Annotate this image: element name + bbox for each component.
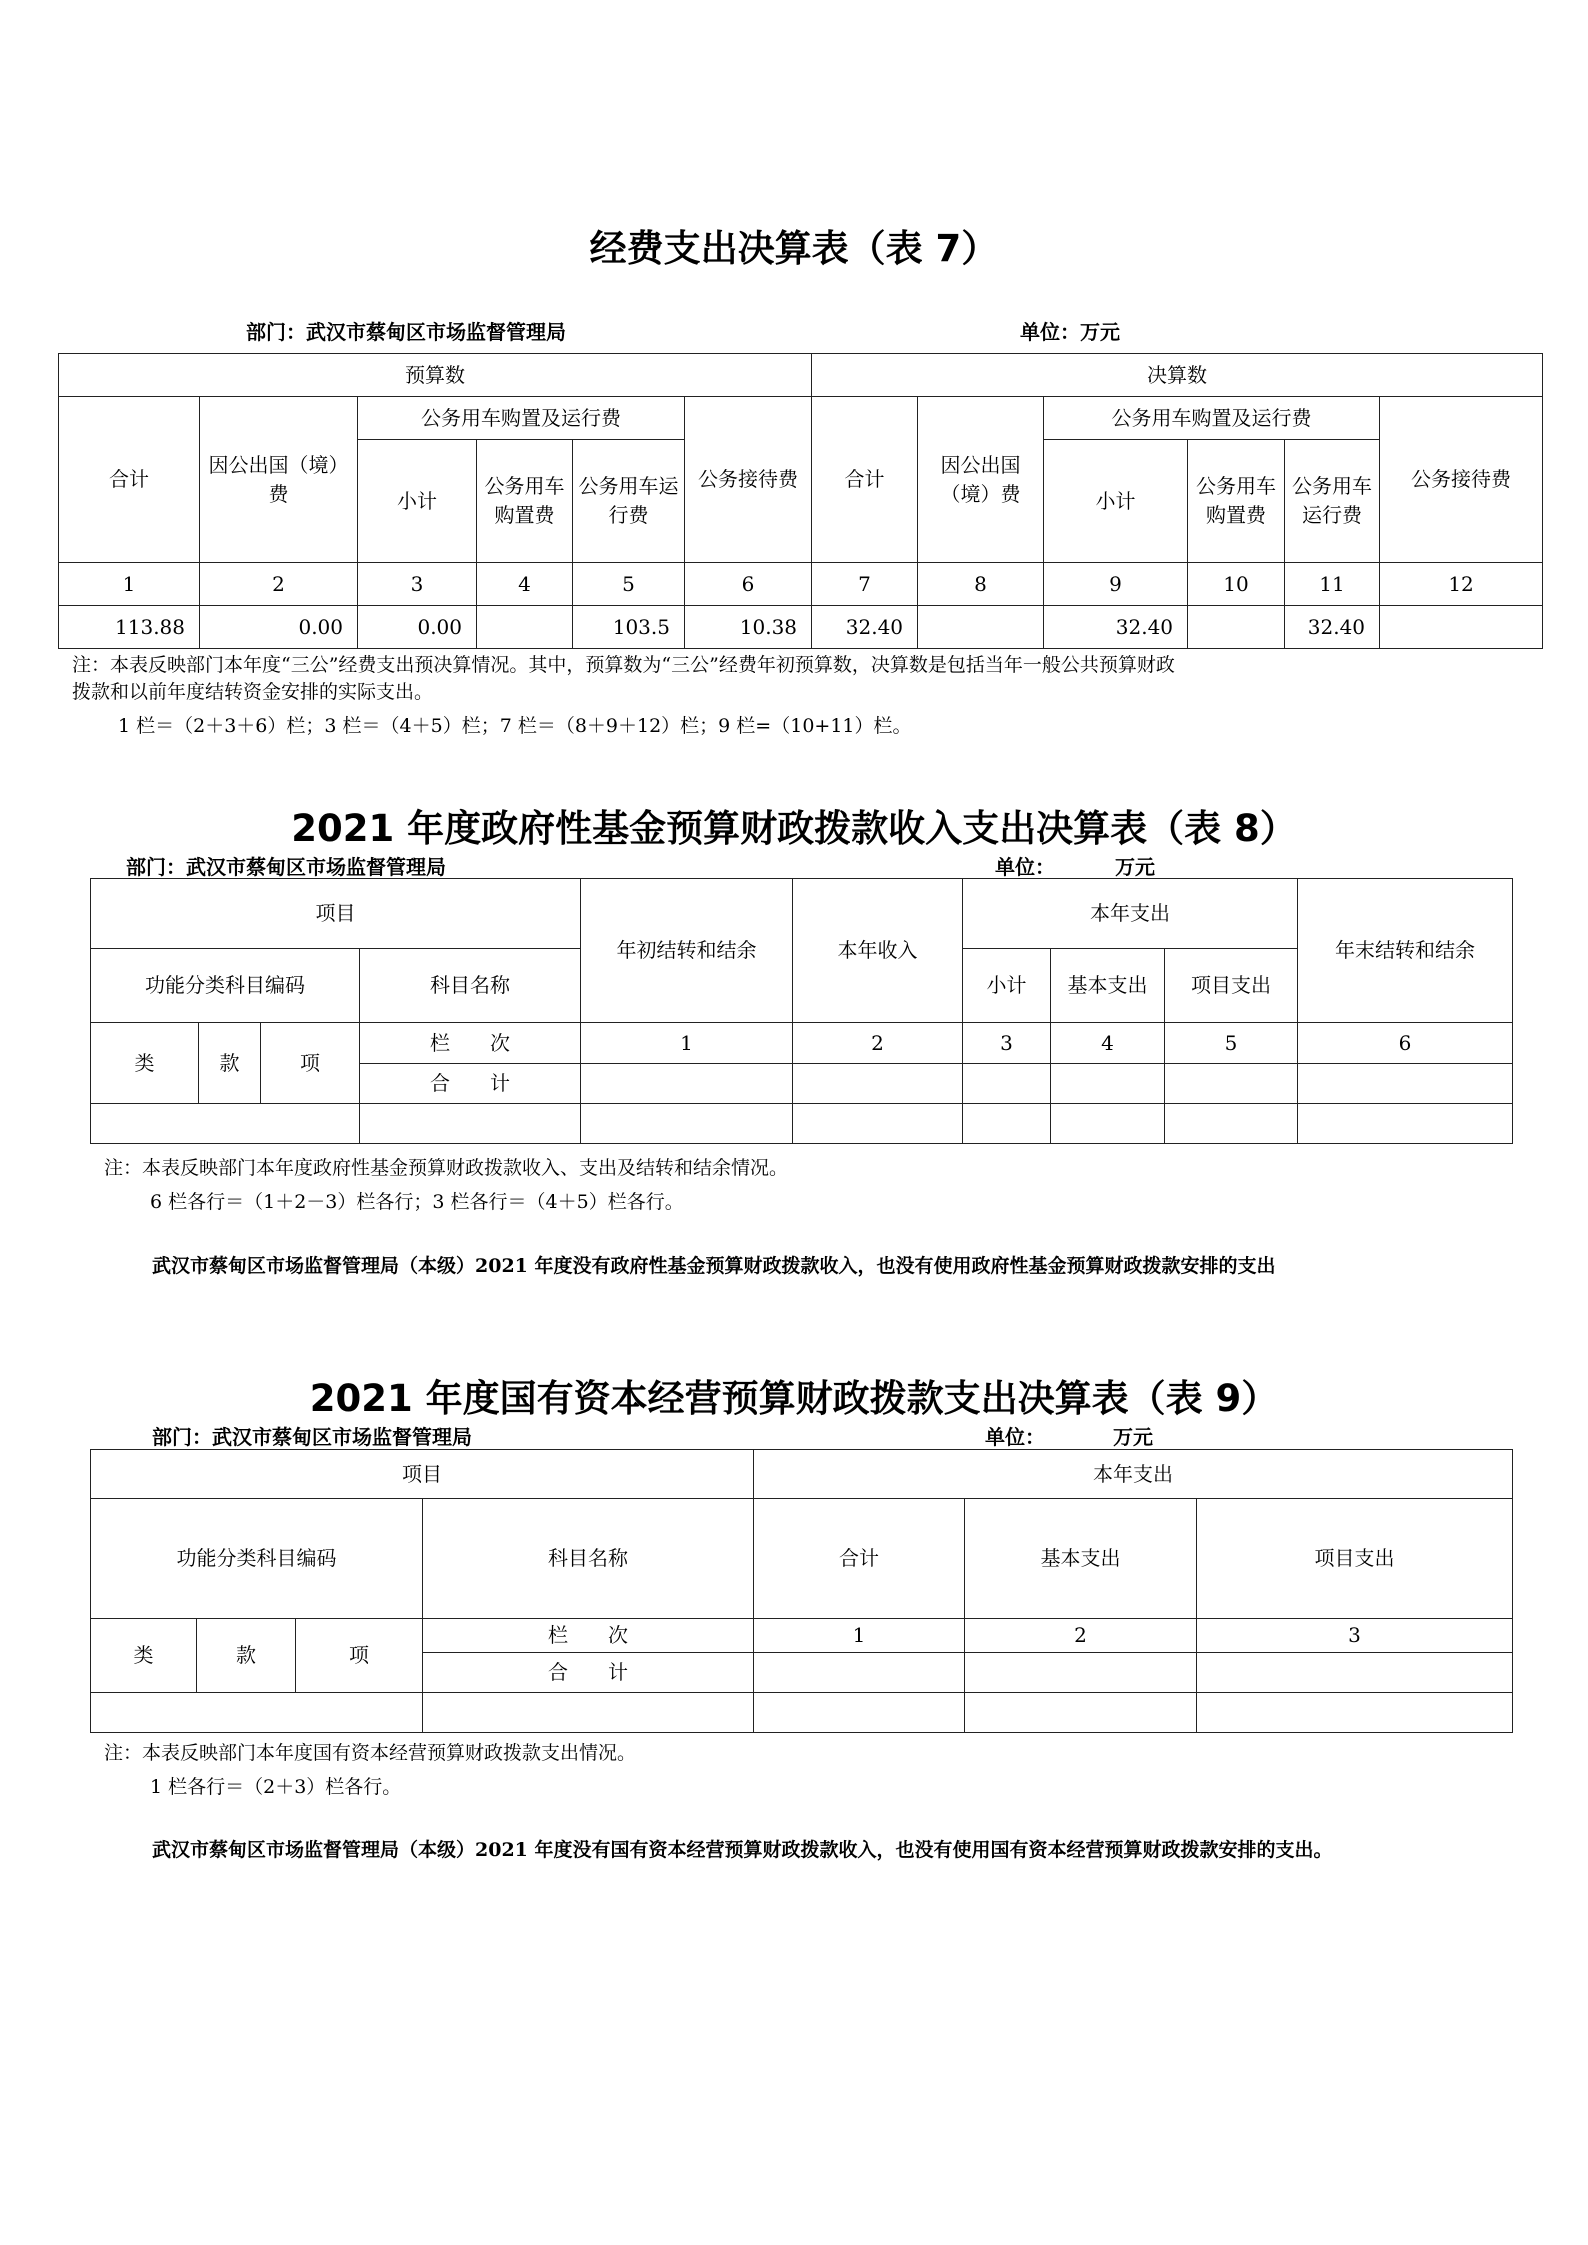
table8-department: 部门：武汉市蔡甸区市场监督管理局 — [126, 855, 446, 879]
header-class: 类 — [91, 1023, 199, 1104]
table9-unit-value: 万元 — [1113, 1425, 1153, 1449]
table9 — [90, 1449, 1513, 1733]
header-section: 款 — [199, 1023, 261, 1104]
header-car-group-budget: 公务用车购置及运行费 — [358, 397, 685, 440]
header-car-run-actual: 公务用车运行费 — [1285, 440, 1380, 563]
header-car-group-actual: 公务用车购置及运行费 — [1044, 397, 1380, 440]
col-num: 5 — [573, 563, 685, 606]
table8-note-2: 6 栏各行＝（1＋2－3）栏各行；3 栏各行＝（4＋5）栏各行。 — [150, 1191, 684, 1213]
header-total: 合计 — [754, 1499, 965, 1619]
header-expense: 本年支出 — [754, 1450, 1513, 1499]
header-basic: 基本支出 — [1051, 949, 1165, 1023]
header-reception-budget: 公务接待费 — [685, 397, 812, 563]
col-num: 6 — [1298, 1023, 1513, 1064]
table9-department: 部门：武汉市蔡甸区市场监督管理局 — [152, 1425, 472, 1449]
col-num: 8 — [918, 563, 1044, 606]
col-num: 10 — [1188, 563, 1285, 606]
header-begin-balance: 年初结转和结余 — [581, 879, 793, 1023]
col-num: 1 — [59, 563, 200, 606]
table8 — [90, 878, 1513, 1144]
col-num: 3 — [358, 563, 477, 606]
header-class: 类 — [91, 1619, 197, 1693]
empty-cell — [91, 1104, 360, 1144]
header-entry: 项 — [296, 1619, 423, 1693]
table7 — [58, 353, 1543, 649]
header-code: 功能分类科目编码 — [91, 1499, 423, 1619]
col-num: 5 — [1165, 1023, 1298, 1064]
header-project: 项目支出 — [1197, 1499, 1513, 1619]
col-num: 2 — [793, 1023, 963, 1064]
value-cell: 10.38 — [685, 606, 812, 649]
table8-unit-label: 单位： — [995, 855, 1055, 879]
empty-cell — [91, 1693, 423, 1733]
header-end-balance: 年末结转和结余 — [1298, 879, 1513, 1023]
header-code: 功能分类科目编码 — [91, 949, 360, 1023]
table9-note-1: 注：本表反映部门本年度国有资本经营预算财政拨款支出情况。 — [104, 1742, 637, 1764]
header-section: 款 — [197, 1619, 296, 1693]
header-abroad-actual: 因公出国（境）费 — [918, 397, 1044, 563]
col-num: 9 — [1044, 563, 1188, 606]
value-cell: 0.00 — [200, 606, 358, 649]
table8-title: 2021 年度政府性基金预算财政拨款收入支出决算表（表 8） — [291, 807, 1297, 850]
value-cell: 32.40 — [1285, 606, 1380, 649]
header-subtotal-actual: 小计 — [1044, 440, 1188, 563]
table7-department: 部门：武汉市蔡甸区市场监督管理局 — [246, 320, 566, 344]
value-cell — [1188, 606, 1285, 649]
table7-title: 经费支出决算表（表 7） — [589, 227, 999, 270]
value-cell — [918, 606, 1044, 649]
col-num: 4 — [477, 563, 573, 606]
table7-unit: 单位：万元 — [1020, 320, 1120, 344]
header-expense: 本年支出 — [963, 879, 1298, 949]
header-total-budget: 合计 — [59, 397, 200, 563]
table8-note-1: 注：本表反映部门本年度政府性基金预算财政拨款收入、支出及结转和结余情况。 — [104, 1157, 789, 1179]
value-cell: 103.5 — [573, 606, 685, 649]
col-num: 4 — [1051, 1023, 1165, 1064]
header-basic: 基本支出 — [965, 1499, 1197, 1619]
header-income: 本年收入 — [793, 879, 963, 1023]
header-subtotal: 小计 — [963, 949, 1051, 1023]
header-column-index: 栏 次 — [360, 1023, 581, 1064]
header-project: 项目支出 — [1165, 949, 1298, 1023]
group-actual: 决算数 — [812, 354, 1543, 397]
value-cell: 113.88 — [59, 606, 200, 649]
col-num: 1 — [754, 1619, 965, 1653]
header-sum: 合 计 — [423, 1653, 754, 1693]
table7-note-3: 1 栏＝（2＋3＋6）栏；3 栏＝（4＋5）栏；7 栏＝（8＋9＋12）栏；9 栏=（10+11）栏。 — [118, 715, 912, 737]
col-num: 1 — [581, 1023, 793, 1064]
header-abroad-budget: 因公出国（境）费 — [200, 397, 358, 563]
header-reception-actual: 公务接待费 — [1380, 397, 1543, 563]
value-cell — [1380, 606, 1543, 649]
table7-note-2: 拨款和以前年度结转资金安排的实际支出。 — [72, 681, 434, 703]
header-car-buy-budget: 公务用车购置费 — [477, 440, 573, 563]
table9-title: 2021 年度国有资本经营预算财政拨款支出决算表（表 9） — [309, 1377, 1279, 1420]
header-item: 项目 — [91, 879, 581, 949]
header-column-index: 栏 次 — [423, 1619, 754, 1653]
header-subtotal-budget: 小计 — [358, 440, 477, 563]
value-cell: 32.40 — [1044, 606, 1188, 649]
value-cell — [477, 606, 573, 649]
header-name: 科目名称 — [423, 1499, 754, 1619]
value-cell: 32.40 — [812, 606, 918, 649]
col-num: 2 — [200, 563, 358, 606]
col-num: 7 — [812, 563, 918, 606]
col-num: 11 — [1285, 563, 1380, 606]
table8-statement: 武汉市蔡甸区市场监督管理局（本级）2021 年度没有政府性基金预算财政拨款收入，也没有使用政府性基金预算财政拨款安排的支出 — [152, 1255, 1276, 1277]
col-num: 3 — [963, 1023, 1051, 1064]
col-num: 2 — [965, 1619, 1197, 1653]
table9-note-2: 1 栏各行＝（2＋3）栏各行。 — [150, 1776, 402, 1798]
table7-note-1: 注：本表反映部门本年度“三公”经费支出预决算情况。其中，预算数为“三公”经费年初预算数，决算数是包括当年一般公共预算财政 — [72, 654, 1175, 676]
header-sum: 合 计 — [360, 1064, 581, 1104]
table9-statement: 武汉市蔡甸区市场监督管理局（本级）2021 年度没有国有资本经营预算财政拨款收入，也没有使用国有资本经营预算财政拨款安排的支出。 — [152, 1839, 1333, 1861]
header-entry: 项 — [261, 1023, 360, 1104]
value-cell: 0.00 — [358, 606, 477, 649]
header-total-actual: 合计 — [812, 397, 918, 563]
table8-unit-value: 万元 — [1115, 855, 1155, 879]
group-budget: 预算数 — [59, 354, 812, 397]
col-num: 3 — [1197, 1619, 1513, 1653]
col-num: 12 — [1380, 563, 1543, 606]
header-car-buy-actual: 公务用车购置费 — [1188, 440, 1285, 563]
table9-unit-label: 单位： — [985, 1425, 1045, 1449]
header-name: 科目名称 — [360, 949, 581, 1023]
header-item: 项目 — [91, 1450, 754, 1499]
col-num: 6 — [685, 563, 812, 606]
header-car-run-budget: 公务用车运行费 — [573, 440, 685, 563]
